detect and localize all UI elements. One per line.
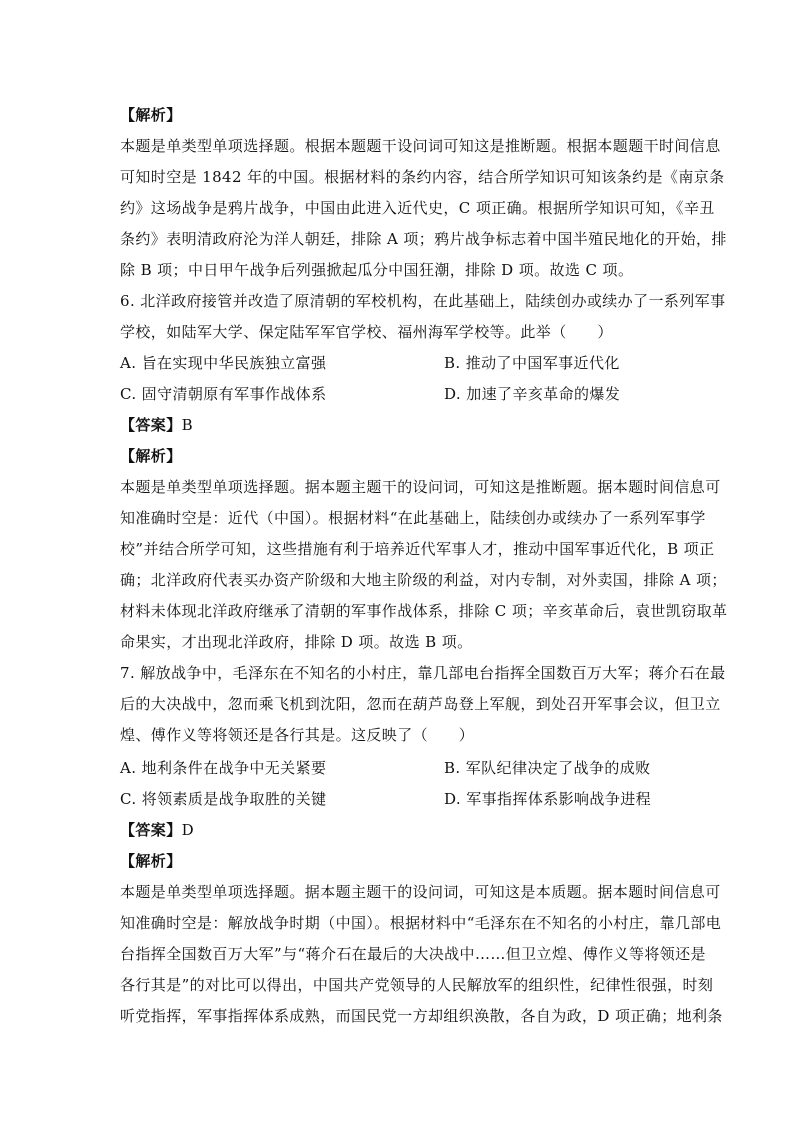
- q6-analysis-line: 校”并结合所学可知，这些措施有利于培养近代军事人才，推动中国军事近代化，B 项正: [120, 540, 715, 558]
- q5-analysis-line: 约》这场战争是鸦片战争，中国由此进入近代史，C 项正确。根据所学知识可知，《辛丑: [120, 199, 715, 217]
- q6-answer-value: B: [181, 416, 194, 434]
- q7-analysis-line: 各行其是”的对比可以得出，中国共产党领导的人民解放军的组织性，纪律性很强，时刻: [120, 976, 714, 994]
- q6-analysis-line: 本题是单类型单项选择题。据本题主题干的设问词，可知这是推断题。据本题时间信息可: [120, 478, 721, 496]
- q6-option-c: C. 固守清朝原有军事作战体系: [120, 385, 327, 403]
- q7-option-c: C. 将领素质是战争取胜的关键: [120, 790, 327, 808]
- q6-answer: [120, 414, 193, 436]
- q5-analysis-line: 可知时空是 1842 年的中国。根据材料的条约内容，结合所学知识可知该条约是《南京条: [120, 168, 725, 186]
- q7-analysis-line: 本题是单类型单项选择题。据本题主题干的设问词，可知这是本质题。据本题时间信息可: [120, 883, 721, 901]
- q7-stem-line: 煌、傅作义等将领还是各行其是。这反映了（ ）: [120, 726, 475, 744]
- q7-analysis-line: 知准确时空是：解放战争时期（中国）。根据材料中“毛泽东在不知名的小村庄，靠几部电: [120, 914, 722, 932]
- q6-analysis-line: 知准确时空是：近代（中国）。根据材料“在此基础上，陆续创办或续办了一系列军事学: [120, 509, 706, 527]
- q7-analysis-line: 台指挥全国数百万大军”与“蒋介石在最后的大决战中……但卫立煌、傅作义等将领还是: [120, 945, 706, 963]
- q5-analysis-label: 【解析】: [120, 106, 182, 124]
- q5-analysis-line: 条约》表明清政府沦为洋人朝廷，排除 A 项；鸦片战争标志着中国半殖民地化的开始，排: [120, 230, 727, 248]
- q6-stem-line: 学校，如陆军大学、保定陆军军官学校、福州海军学校等。此举（ ）: [120, 323, 613, 341]
- q7-stem-line: 7. 解放战争中，毛泽东在不知名的小村庄，靠几部电台指挥全国数百万大军；蒋介石在最: [120, 664, 726, 682]
- q6-answer-label: 【答案】: [120, 416, 182, 434]
- q7-analysis-line: 听党指挥，军事指挥体系成熟，而国民党一方却组织涣散，各自为政，D 项正确；地利条: [120, 1007, 723, 1025]
- q6-analysis-line: 材料未体现北洋政府继承了清朝的军事作战体系，排除 C 项；辛亥革命后，袁世凯窃取革: [120, 602, 728, 620]
- q7-answer-label: 【答案】: [120, 821, 182, 839]
- q6-stem-line: 6. 北洋政府接管并改造了原清朝的军校机构，在此基础上，陆续创办或续办了一系列军事: [120, 292, 726, 310]
- q6-option-b: B. 推动了中国军事近代化: [444, 354, 620, 372]
- q5-analysis-line: 本题是单类型单项选择题。根据本题题干设问词可知这是推断题。根据本题题干时间信息: [120, 137, 721, 155]
- q7-answer-value: D: [181, 821, 195, 839]
- q6-analysis-line: 确；北洋政府代表买办资产阶级和大地主阶级的利益，对内专制，对外卖国，排除 A 项；: [120, 571, 727, 589]
- q7-option-a: A. 地利条件在战争中无关紧要: [120, 759, 327, 777]
- q6-option-a: A. 旨在实现中华民族独立富强: [120, 354, 327, 372]
- q7-option-d: D. 军事指挥体系影响战争进程: [444, 790, 652, 808]
- q6-option-d: D. 加速了辛亥革命的爆发: [444, 385, 621, 403]
- q5-analysis-line: 除 B 项；中日甲午战争后列强掀起瓜分中国狂潮，排除 D 项。故选 C 项。: [120, 261, 634, 279]
- q7-analysis-label: 【解析】: [120, 852, 182, 870]
- q7-option-b: B. 军队纪律决定了战争的成败: [444, 759, 651, 777]
- q7-stem-line: 后的大决战中，忽而乘飞机到沈阳，忽而在葫芦岛登上军舰，到处召开军事会议，但卫立: [120, 695, 721, 713]
- q7-answer: [120, 819, 194, 841]
- q6-analysis-line: 命果实，才出现北洋政府，排除 D 项。故选 B 项。: [120, 633, 473, 651]
- q6-analysis-label: 【解析】: [120, 447, 182, 465]
